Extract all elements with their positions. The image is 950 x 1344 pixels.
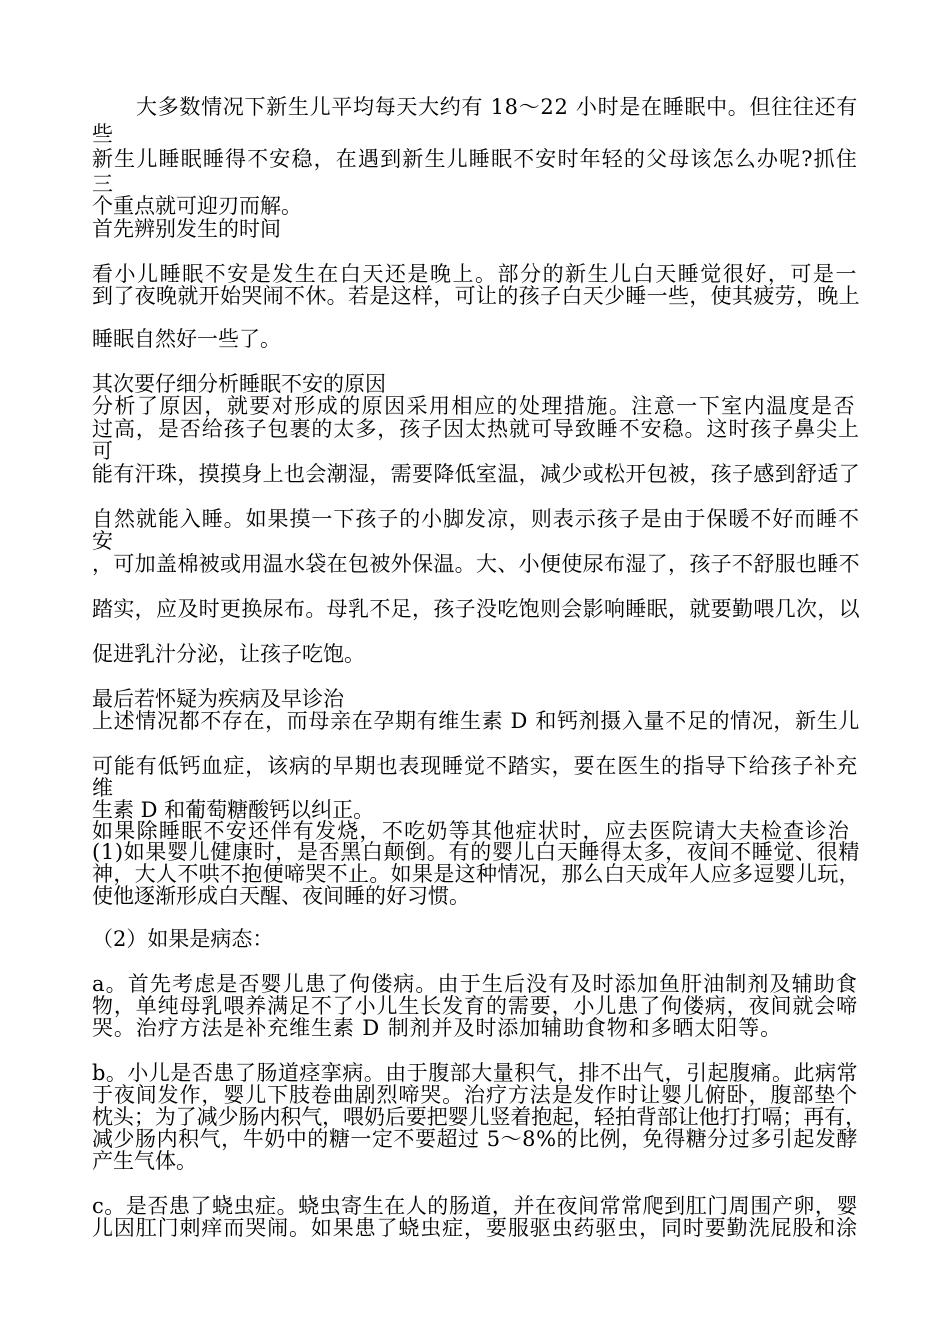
text-line: 神，大人不哄不抱便啼哭不止。如果是这种情况，那么白天成年人应多逗婴儿玩， xyxy=(92,862,860,886)
text-line: 个重点就可迎刃而解。 xyxy=(92,194,302,218)
text-line: ，可加盖棉被或用温水袋在包被外保温。大、小便使尿布湿了，孩子不舒服也睡不 xyxy=(92,552,860,576)
text-line: 看小儿睡眠不安是发生在白天还是晚上。部分的新生儿白天睡觉很好，可是一 xyxy=(92,262,858,286)
text-line: a。首先考虑是否婴儿患了佝偻病。由于生后没有及时添加鱼肝油制剂及辅助食 xyxy=(92,972,858,996)
text-line: 物，单纯母乳喂养满足不了小儿生长发育的需要，小儿患了佝偻病，夜间就会啼 xyxy=(92,994,858,1018)
text-line: 些 xyxy=(92,122,113,146)
text-line: 新生儿睡眠睡得不安稳，在遇到新生儿睡眠不安时年轻的父母该怎么办呢?抓住 xyxy=(92,147,858,171)
text-line: 减少肠内积气，牛奶中的糖一定不要超过 5～8%的比例，免得糖分过多引起发酵 xyxy=(92,1127,858,1151)
text-line: (1)如果婴儿健康时，是否黑白颠倒。有的婴儿白天睡得太多，夜间不睡觉、很精 xyxy=(92,840,860,864)
text-line: 可能有低钙血症，该病的早期也表现睡觉不踏实，要在医生的指导下给孩子补充 xyxy=(92,754,858,778)
text-line: 到了夜晚就开始哭闹不休。若是这样，可让的孩子白天少睡一些，使其疲劳，晚上 xyxy=(92,284,860,308)
text-line: 生素 D 和葡萄糖酸钙以纠正。 xyxy=(92,798,375,822)
text-line: 自然就能入睡。如果摸一下孩子的小脚发凉，则表示孩子是由于保暖不好而睡不 xyxy=(92,507,860,531)
text-line: c。是否患了蛲虫症。蛲虫寄生在人的肠道，并在夜间常常爬到肛门周围产卵，婴 xyxy=(92,1194,858,1218)
section-heading: 最后若怀疑为疾病及早诊治 xyxy=(92,687,344,711)
text-line: 儿因肛门刺痒而哭闹。如果患了蛲虫症，要服驱虫药驱虫，同时要勤洗屁股和涂 xyxy=(92,1216,858,1240)
text-line: 如果除睡眠不安还伴有发烧，不吃奶等其他症状时，应去医院请大夫检查诊治 xyxy=(92,819,850,843)
text-line: 大多数情况下新生儿平均每天大约有 18～22 小时是在睡眠中。但往往还有 xyxy=(136,95,858,119)
text-line: 于夜间发作，婴儿下肢卷曲剧烈啼哭。治疗方法是发作时让婴儿俯卧，腹部垫个 xyxy=(92,1083,858,1107)
text-line: 睡眠自然好一些了。 xyxy=(92,327,281,351)
text-line: 使他逐渐形成白天醒、夜间睡的好习惯。 xyxy=(92,884,470,908)
text-line: 促进乳汁分泌，让孩子吃饱。 xyxy=(92,642,365,666)
text-line: 维 xyxy=(92,776,113,800)
text-line: （2）如果是病态： xyxy=(92,927,274,951)
text-line: 分析了原因，就要对形成的原因采用相应的处理措施。注意一下室内温度是否 xyxy=(92,394,856,418)
text-line: 过高，是否给孩子包裹的太多，孩子因太热就可导致睡不安稳。这时孩子鼻尖上 xyxy=(92,417,860,441)
text-line: 哭。治疗方法是补充维生素 D 制剂并及时添加辅助食物和多晒太阳等。 xyxy=(92,1016,782,1040)
text-line: 产生气体。 xyxy=(92,1149,197,1173)
text-line: 安 xyxy=(92,529,113,553)
text-line: 三 xyxy=(92,172,113,196)
text-line: 枕头；为了减少肠内积气，喂奶后要把婴儿竖着抱起，轻拍背部让他打打嗝；再有， xyxy=(92,1105,866,1129)
text-line: 能有汗珠，摸摸身上也会潮湿，需要降低室温，减少或松开包被，孩子感到舒适了 xyxy=(92,462,860,486)
section-heading: 其次要仔细分析睡眠不安的原因 xyxy=(92,372,386,396)
text-line: 上述情况都不存在，而母亲在孕期有维生素 D 和钙剂摄入量不足的情况，新生儿 xyxy=(92,709,860,733)
section-heading: 首先辨别发生的时间 xyxy=(92,217,281,241)
text-line: 可 xyxy=(92,439,113,463)
text-line: 踏实，应及时更换尿布。母乳不足，孩子没吃饱则会影响睡眠，就要勤喂几次，以 xyxy=(92,597,860,621)
text-line: b。小儿是否患了肠道痉挛病。由于腹部大量积气，排不出气，引起腹痛。此病常 xyxy=(92,1061,858,1085)
